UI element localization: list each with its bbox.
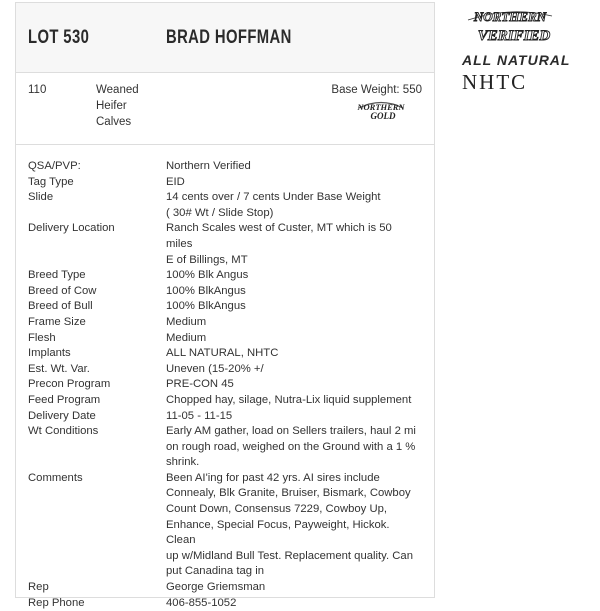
detail-value-line: 406-855-1052: [166, 596, 237, 609]
detail-value: [166, 175, 421, 191]
detail-value-line: up w/Midland Bull Test. Replacement quality. Can: [166, 549, 413, 562]
detail-value-line: Northern Verified: [166, 160, 251, 172]
description-line: Heifer: [96, 100, 127, 112]
detail-value-line: Count Down, Consensus 7229, Cowboy Up,: [166, 503, 388, 516]
detail-value: [166, 268, 421, 284]
detail-value: [166, 580, 421, 596]
detail-value-line: Enhance, Special Focus, Payweight, Hickok. Clean: [166, 518, 390, 547]
detail-label: Flesh: [28, 331, 56, 344]
detail-value: [166, 596, 421, 611]
detail-row: [16, 284, 434, 300]
lot-card: [15, 2, 435, 609]
detail-value-line: 100% BlkAngus: [166, 284, 246, 297]
detail-label: Slide: [28, 191, 54, 204]
cattle-description: [96, 82, 156, 130]
description-line: Weaned: [96, 84, 139, 96]
detail-value-line: Medium: [166, 315, 207, 328]
detail-label: Precon Program: [28, 378, 111, 391]
detail-row: [16, 190, 434, 221]
svg-text:NORTHERN: NORTHERN: [473, 9, 547, 24]
detail-row: [16, 471, 434, 580]
detail-value-line: Medium: [166, 331, 207, 344]
all-natural-label: ALL NATURAL: [462, 52, 571, 68]
consignor-name: BRAD HOFFMAN: [166, 26, 292, 48]
detail-label: Tag Type: [28, 175, 74, 188]
detail-value-line: E of Billings, MT: [166, 253, 248, 266]
detail-label: Implants: [28, 347, 71, 360]
detail-value: [166, 393, 421, 409]
northern-verified-logo: [462, 2, 556, 48]
detail-value: [166, 331, 421, 347]
detail-row: [16, 362, 434, 378]
detail-row: [16, 596, 434, 611]
head-count: 110: [28, 84, 47, 96]
detail-value: [166, 424, 421, 471]
lot-header: [16, 3, 434, 73]
northern-gold-logo: [356, 99, 406, 121]
detail-label: Wt Conditions: [28, 425, 99, 438]
detail-value: [166, 299, 421, 315]
detail-value-line: 100% BlkAngus: [166, 300, 246, 313]
detail-value-line: Uneven (15-20% +/: [166, 362, 264, 375]
detail-label: Frame Size: [28, 315, 86, 328]
detail-value-line: PRE-CON 45: [166, 378, 234, 391]
detail-row: [16, 159, 434, 175]
detail-value: [166, 471, 421, 580]
detail-value: [166, 346, 421, 362]
detail-value: [166, 377, 421, 393]
brand-panel: [462, 2, 592, 95]
detail-label: Feed Program: [28, 393, 101, 406]
detail-value: [166, 409, 421, 425]
lot-summary: [16, 73, 434, 145]
detail-value-line: 11-05 - 11-15: [166, 409, 233, 422]
detail-row: [16, 299, 434, 315]
detail-value-line: shrink.: [166, 456, 200, 469]
nhtc-label: NHTC: [462, 70, 528, 94]
detail-row: [16, 580, 434, 596]
detail-label: Est. Wt. Var.: [28, 362, 90, 375]
detail-label: Delivery Date: [28, 409, 96, 422]
detail-value: [166, 362, 421, 378]
detail-value: [166, 159, 421, 175]
detail-value: [166, 221, 421, 268]
svg-text:VERIFIED: VERIFIED: [477, 28, 551, 44]
lot-details: [16, 145, 434, 611]
description-line: Calves: [96, 116, 132, 128]
detail-value-line: Connealy, Blk Granite, Bruiser, Bismark, Cowboy: [166, 487, 411, 500]
detail-label: QSA/PVP:: [28, 160, 81, 172]
detail-label: Breed of Cow: [28, 284, 97, 297]
detail-value-line: 14 cents over / 7 cents Under Base Weight: [166, 191, 381, 204]
lot-number: LOT 530: [28, 26, 90, 48]
detail-label: Comments: [28, 471, 83, 484]
detail-value-line: ALL NATURAL, NHTC: [166, 347, 279, 360]
detail-value-line: Been AI'ing for past 42 yrs. AI sires include: [166, 471, 380, 484]
detail-label: Delivery Location: [28, 222, 115, 235]
detail-row: [16, 393, 434, 409]
detail-value-line: EID: [166, 175, 185, 188]
detail-label: Breed Type: [28, 269, 86, 282]
detail-value: [166, 284, 421, 300]
detail-row: [16, 346, 434, 362]
base-weight: Base Weight: 550: [331, 84, 422, 96]
detail-row: [16, 409, 434, 425]
detail-row: [16, 268, 434, 284]
detail-row: [16, 424, 434, 471]
detail-value-line: on rough road, weighed on the Ground with a 1 %: [166, 440, 416, 453]
detail-value: [166, 315, 421, 331]
detail-label: Breed of Bull: [28, 300, 93, 313]
detail-value-line: put Canadina tag in: [166, 565, 264, 578]
detail-value-line: ( 30# Wt / Slide Stop): [166, 206, 274, 219]
detail-value: [166, 190, 421, 221]
svg-text:NORTHERN: NORTHERN: [357, 102, 405, 112]
detail-value-line: Early AM gather, load on Sellers trailers, haul 2 mi: [166, 425, 416, 438]
detail-label: Rep Phone: [28, 596, 85, 609]
detail-label: Rep: [28, 581, 49, 594]
detail-row: [16, 315, 434, 331]
detail-value-line: Ranch Scales west of Custer, MT which is 50 miles: [166, 222, 392, 250]
detail-row: [16, 221, 434, 268]
detail-value-line: 100% Blk Angus: [166, 269, 249, 282]
detail-row: [16, 377, 434, 393]
detail-row: [16, 175, 434, 191]
svg-text:GOLD: GOLD: [370, 111, 396, 121]
detail-value-line: George Griemsman: [166, 581, 266, 594]
detail-row: [16, 331, 434, 347]
detail-value-line: Chopped hay, silage, Nutra-Lix liquid supplement: [166, 393, 412, 406]
